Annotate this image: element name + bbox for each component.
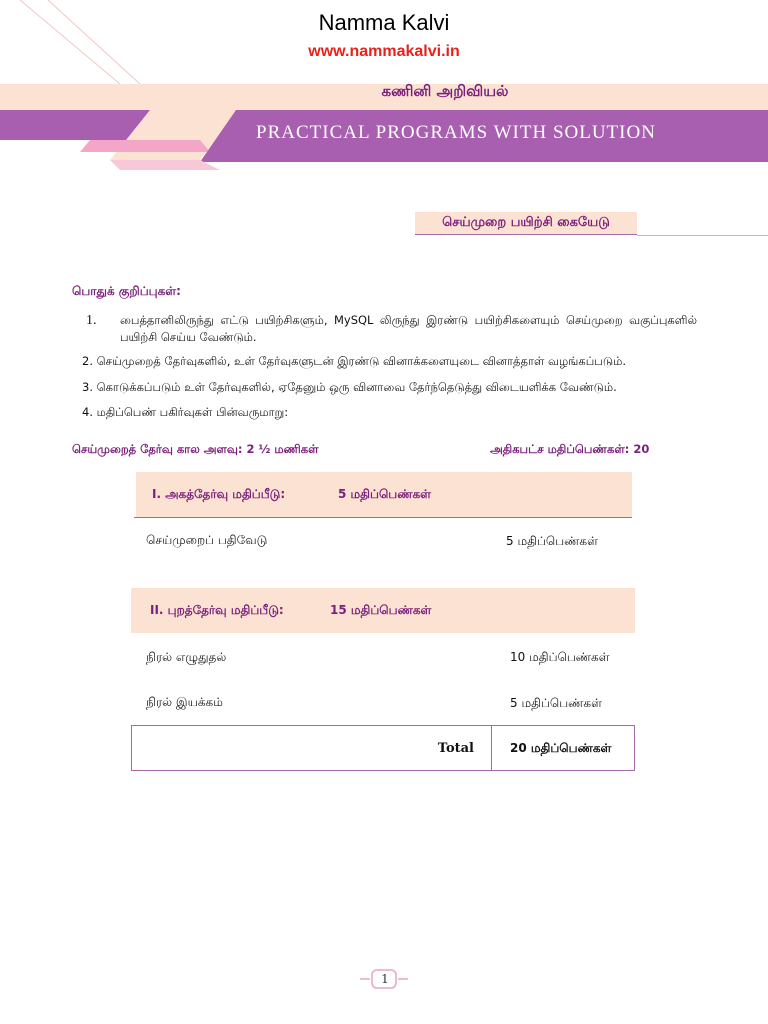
note-4: 4. மதிப்பெண் பகிர்வுகள் பின்வருமாறு: [82,405,289,419]
total-label: Total [437,741,474,756]
site-title: Namma Kalvi [318,10,450,35]
internal-assessment-marks: 5 மதிப்பெண்கள் [338,487,431,501]
total-divider [491,725,492,771]
internal-assessment-label: I. அகத்தேர்வு மதிப்பீடு: [152,487,286,501]
site-url-link[interactable]: www.nammakalvi.in [308,43,460,60]
banner-title: PRACTICAL PROGRAMS WITH SOLUTION [256,122,656,143]
program-writing-marks: 10 மதிப்பெண்கள் [510,650,610,664]
table-rule [134,517,632,518]
note-1-text: பைத்தானிலிருந்து எட்டு பயிற்சிகளும், MySQL லிருந்து இரண்டு பயிற்சிகளையும் செய்முறை வகுப்புகளில் பயிற்சி செய்ய வேண்டும். [120,313,697,344]
page-number: 1 [381,972,389,986]
record-note-label: செய்முறைப் பதிவேடு [146,533,268,547]
program-writing-label: நிரல் எழுதுதல் [146,650,227,664]
external-assessment-label: II. புறத்தேர்வு மதிப்பீடு: [150,603,284,617]
exam-duration: செய்முறைத் தேர்வு கால அளவு: 2 ½ மணிகள் [72,442,319,456]
record-note-marks: 5 மதிப்பெண்கள் [506,534,598,548]
subject-title: கணினி அறிவியல் [381,82,509,100]
total-marks: 20 மதிப்பெண்கள் [510,741,612,755]
notes-title: பொதுக் குறிப்புகள்: [72,284,181,298]
program-execution-label: நிரல் இயக்கம் [146,695,223,709]
heading-rule [637,235,768,236]
note-1-number: 1. [86,313,97,328]
note-3: 3. கொடுக்கப்படும் உள் தேர்வுகளில், ஏதேனும் ஒரு வினாவை தேர்ந்தெடுத்து விடையளிக்க வேண்டும். [82,380,617,394]
external-assessment-marks: 15 மதிப்பெண்கள் [330,603,432,617]
note-2: 2. செய்முறைத் தேர்வுகளில், உள் தேர்வுகளுடன் இரண்டு வினாக்களையுடை வினாத்தாள் வழங்கப்படும். [82,354,627,368]
section-heading: செய்முறை பயிற்சி கையேடு [415,212,637,235]
program-execution-marks: 5 மதிப்பெண்கள் [510,696,602,710]
max-marks: அதிகபட்ச மதிப்பெண்கள்: 20 [490,442,650,456]
